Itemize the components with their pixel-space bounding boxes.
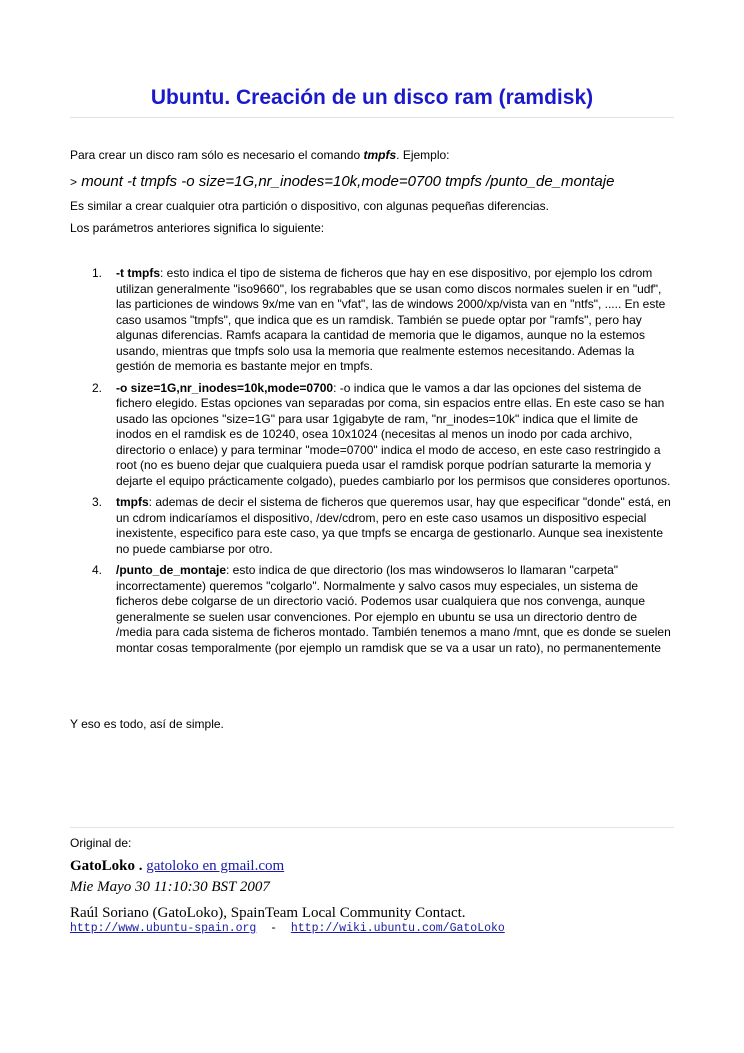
page-title: Ubuntu. Creación de un disco ram (ramdisk) bbox=[150, 86, 594, 109]
title-divider bbox=[70, 117, 674, 118]
params-paragraph: Los parámetros anteriores significa lo siguiente: bbox=[70, 221, 325, 235]
command-text: mount -t tmpfs -o size=1G,nr_inodes=10k,mode=0700 tmpfs /punto_de_montaje bbox=[81, 173, 615, 190]
list-item bbox=[70, 563, 676, 656]
post-date: Mie Mayo 30 11:10:30 BST 2007 bbox=[70, 879, 270, 895]
footer-divider bbox=[70, 827, 674, 828]
command-prompt: > bbox=[70, 175, 78, 189]
parameter-list bbox=[70, 266, 676, 662]
list-number: 2. bbox=[92, 380, 103, 395]
link-separator: - bbox=[256, 922, 291, 935]
intro-before: Para crear un disco ram sólo es necesario el comando bbox=[70, 148, 364, 162]
list-term: -o size=1G,nr_inodes=10k,mode=0700 bbox=[116, 380, 334, 395]
list-number: 3. bbox=[92, 495, 103, 509]
closing-paragraph: Y eso es todo, así de simple. bbox=[70, 717, 224, 731]
list-term: /punto_de_montaje bbox=[116, 563, 227, 577]
wiki-gatoloko-link[interactable]: http://wiki.ubuntu.com/GatoLoko bbox=[290, 922, 505, 935]
list-item bbox=[70, 381, 676, 490]
list-text: : esto indica de que directorio (los mas windowseros lo llamaran "carpeta" incorrectamente) queremos "colgarlo". Normalmente y salvo casos muy especiales, un sistema de ficheros debe colgarse de un directorio vació. Podemos usar cualquiera que nos convenga, aunque generalmente se suelen usar convenciones. Por ejemplo en ubuntu se usa un directorio dentro de /media para cada sistema de ficheros montado. También tenemos a mano /mnt, que es donde se suelen montar cosas temporalmente (por ejemplo un ramdisk que se va a usar un rato), no permanentemente bbox=[116, 563, 671, 655]
similar-paragraph: Es similar a crear cualquier otra partición o dispositivo, con algunas pequeñas diferencias. bbox=[70, 199, 549, 213]
list-number: 1. bbox=[92, 266, 103, 280]
list-term: -t tmpfs bbox=[116, 266, 160, 280]
list-term: tmpfs bbox=[116, 495, 149, 509]
list-text: : ademas de decir el sistema de ficheros que queremos usar, hay que especificar "donde" está, en un cdrom indicaríamos el dispositivo, /dev/cdrom, pero en este caso usamos un dispositivo especial inexistente, especifico para este caso, ya que tmpfs se encarga de gestionarlo. Aunque sea inexistente no puede cambiarse por otro. bbox=[116, 495, 671, 556]
author-email-link[interactable]: gatoloko en gmail.com bbox=[146, 858, 285, 874]
list-item bbox=[70, 266, 676, 375]
intro-command: tmpfs bbox=[363, 148, 397, 162]
list-number: 4. bbox=[92, 563, 103, 577]
author-line bbox=[70, 857, 284, 876]
list-text: : -o indica que le vamos a dar las opciones del sistema de fichero elegido. Estas opciones van separadas por coma, sin espacios entre ellas. En este caso se han usado las opciones "size=1G" para usar 1gigabyte de ram, "nr_inodes=10k" indica que el limite de inodos en el ramdisk es de 10240, osea 10x1024 (necesitas al menos un inodo por cada archivo, directorio o enlace) y para terminar "mode=0700" indica el modo de acceso, en este caso restringido a root (no es bueno dejar que cualquiera pueda usar el ramdisk porque podrían saturarte la memoria y dejarte el equipo prácticamente colgado), puedes cambiarlo por los permisos que consideres oportunos. bbox=[116, 380, 671, 488]
footer-links bbox=[70, 921, 505, 936]
list-text: : esto indica el tipo de sistema de ficheros que hay en ese dispositivo, por ejemplo los cdrom utilizan generalmente "iso9660", los regrabables que se usan como discos normales suelen ir en "udf", las particiones de windows 9x/me van en "vfat", las de windows 2000/xp/vista van en "ntfs", ..... En este caso usamos "tmpfs", que indica que es un ramdisk. También se puede optar por "ramfs", pero hay algunas diferencias. Ramfs acapara la cantidad de memoria que le digamos, aunque no la estemos usando, mientras que tmpfs solo usa la memoria que realmente estemos necesitando. Ademas la gestión de memoria es bastante mejor en tmpfs. bbox=[116, 266, 666, 373]
ubuntu-spain-link[interactable]: http://www.ubuntu-spain.org bbox=[70, 922, 257, 935]
author-name: GatoLoko . bbox=[70, 858, 143, 874]
credit-line: Raúl Soriano (GatoLoko), SpainTeam Local Community Contact. bbox=[70, 905, 466, 921]
intro-after: . Ejemplo: bbox=[396, 148, 450, 162]
example-command bbox=[70, 172, 680, 192]
intro-paragraph bbox=[70, 148, 680, 164]
original-label: Original de: bbox=[70, 836, 132, 850]
list-item bbox=[70, 495, 676, 557]
